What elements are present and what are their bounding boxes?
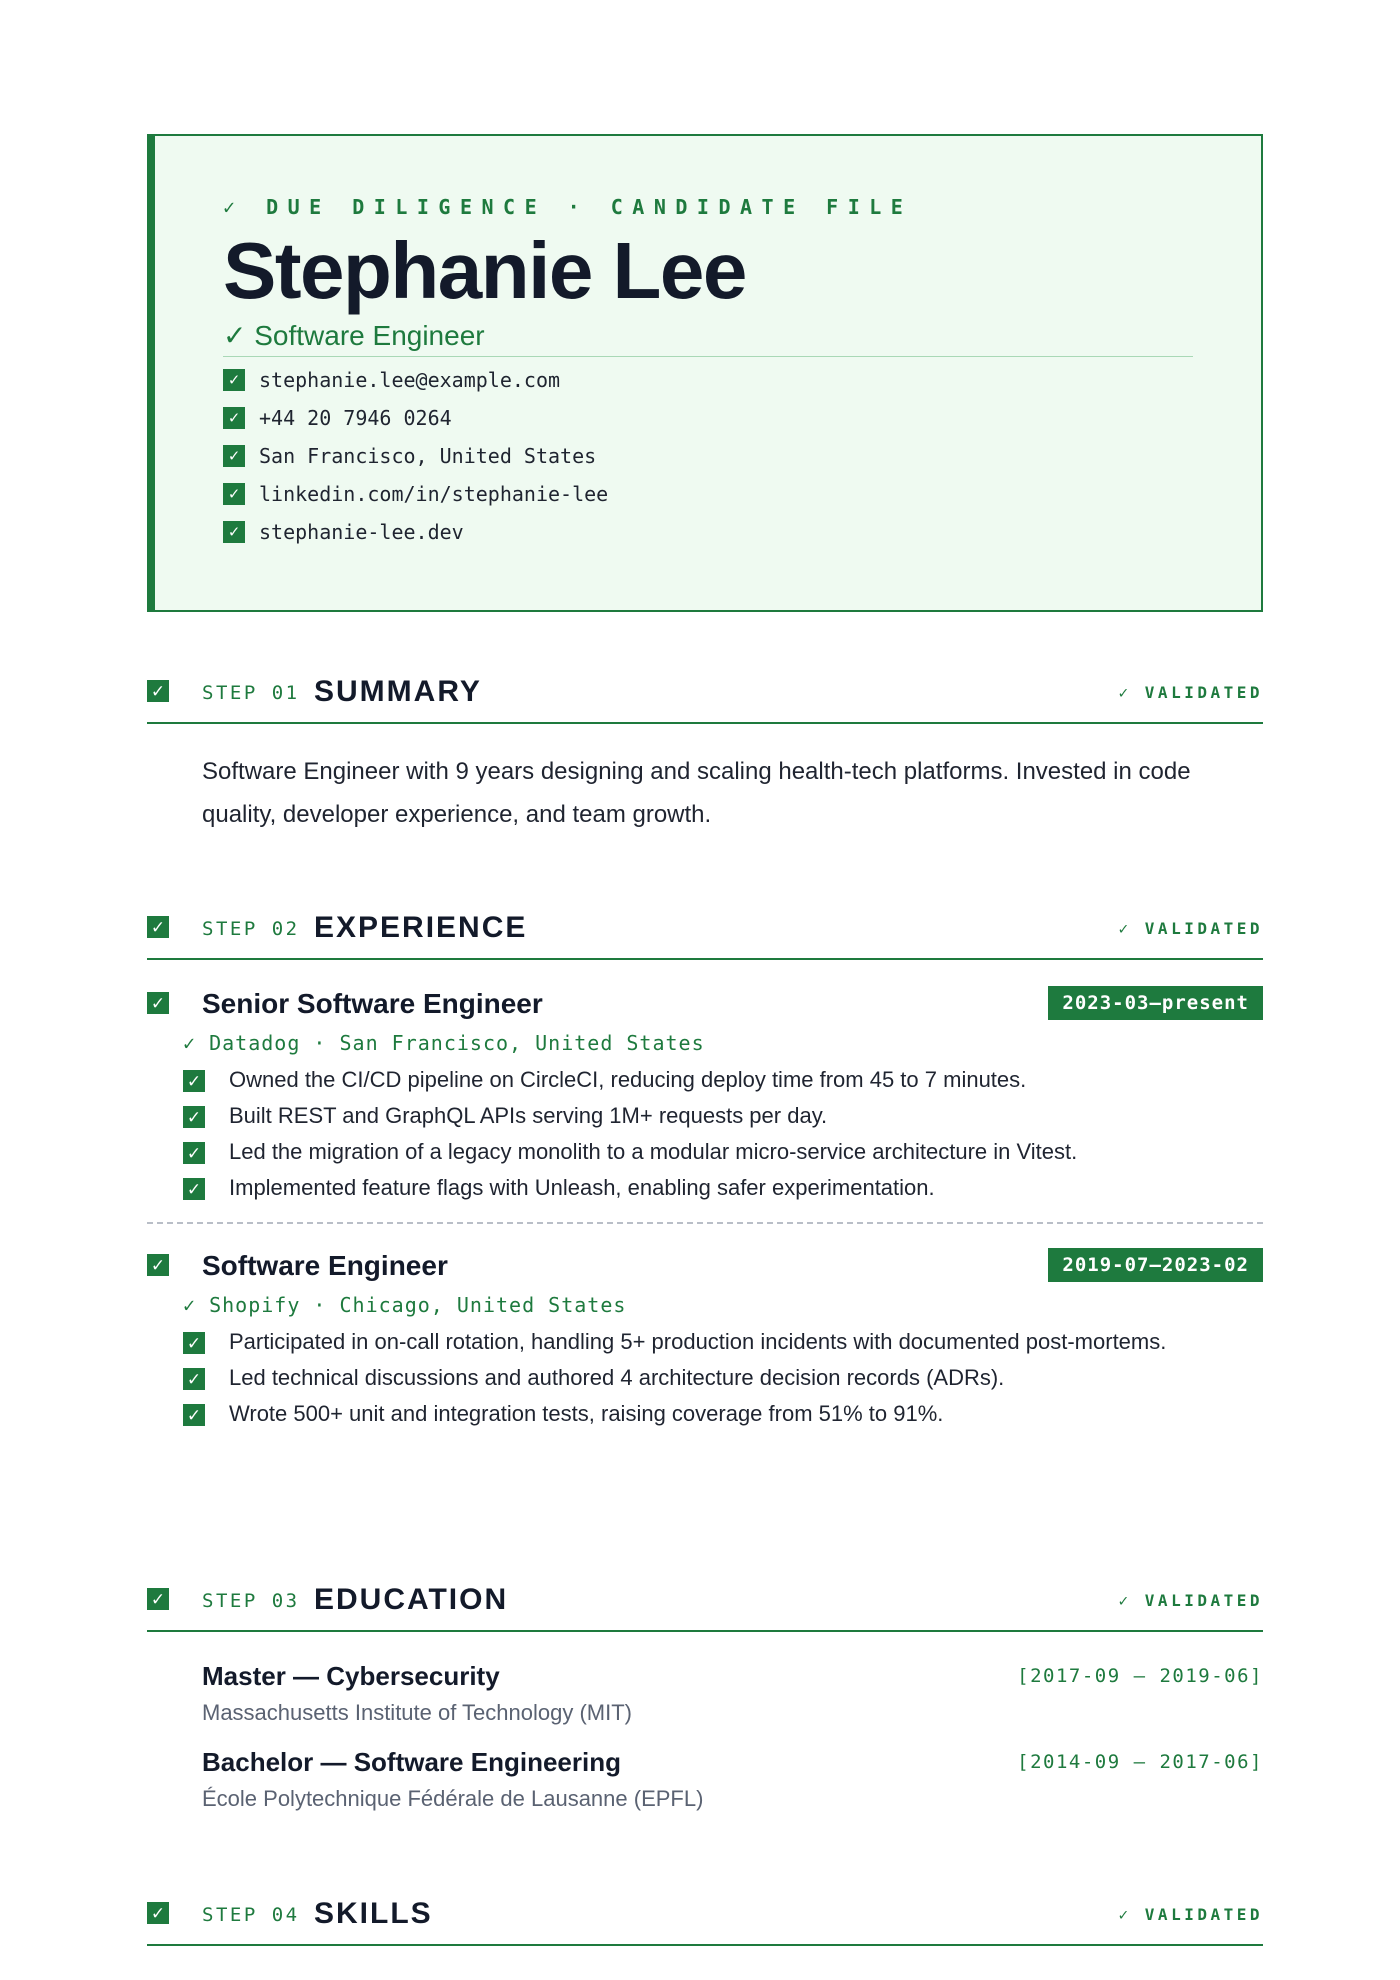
education-degree: Master — Cybersecurity [202, 1661, 500, 1691]
job-title: Senior Software Engineer [202, 988, 543, 1019]
checkbox-checked-icon: ✓ [223, 483, 245, 505]
contact-phone-text: +44 20 7946 0264 [259, 406, 452, 430]
checkbox-checked-icon: ✓ [183, 1332, 205, 1354]
contact-list [223, 361, 1201, 551]
contact-linkedin [223, 475, 1201, 513]
validated-badge: ✓ VALIDATED [1118, 1591, 1263, 1610]
contact-email [223, 361, 1201, 399]
contact-website-text: stephanie-lee.dev [259, 520, 464, 544]
job-bullet-text: Owned the CI/CD pipeline on CircleCI, reducing deploy time from 45 to 7 minutes. [229, 1067, 1027, 1092]
step-number: STEP 02 [202, 918, 300, 940]
candidate-header-card [147, 134, 1263, 612]
job-entry [147, 982, 1263, 1206]
education-entry [202, 1744, 1263, 1830]
checkbox-checked-icon: ✓ [147, 916, 169, 938]
checkbox-checked-icon: ✓ [147, 680, 169, 702]
job-header [147, 1244, 1263, 1290]
job-bullet-text: Participated in on-call rotation, handling 5+ production incidents with documented post-mortems. [229, 1329, 1167, 1354]
section-header [147, 1574, 1263, 1632]
step-number: STEP 01 [202, 682, 300, 704]
education-dates: [2014-09 – 2017-06] [1017, 1751, 1263, 1773]
checkbox-checked-icon: ✓ [223, 369, 245, 391]
job-bullet [183, 1396, 1183, 1432]
job-entry [147, 1244, 1263, 1432]
education-degree: Bachelor — Software Engineering [202, 1747, 621, 1777]
section-skills [147, 1888, 1263, 1946]
header-divider [223, 356, 1193, 357]
contact-phone [223, 399, 1201, 437]
step-number: STEP 04 [202, 1904, 300, 1926]
job-bullet [183, 1170, 1183, 1206]
checkbox-checked-icon: ✓ [147, 1588, 169, 1610]
job-bullet [183, 1098, 1183, 1134]
job-bullet [183, 1062, 1183, 1098]
header-eyebrow: ✓ DUE DILIGENCE · CANDIDATE FILE [223, 195, 913, 219]
contact-website [223, 513, 1201, 551]
validated-badge: ✓ VALIDATED [1118, 683, 1263, 702]
section-summary [147, 666, 1263, 836]
checkbox-checked-icon: ✓ [223, 445, 245, 467]
job-bullet-text: Built REST and GraphQL APIs serving 1M+ requests per day. [229, 1103, 828, 1128]
contact-email-text: stephanie.lee@example.com [259, 368, 561, 392]
job-bullet-text: Wrote 500+ unit and integration tests, raising coverage from 51% to 91%. [229, 1401, 944, 1426]
checkbox-checked-icon: ✓ [183, 1404, 205, 1426]
checkbox-checked-icon: ✓ [183, 1178, 205, 1200]
checkbox-checked-icon: ✓ [147, 1254, 169, 1276]
section-title: SUMMARY [314, 675, 482, 708]
education-dates: [2017-09 – 2019-06] [1017, 1665, 1263, 1687]
job-bullet [183, 1134, 1183, 1170]
section-header [147, 902, 1263, 960]
checkbox-checked-icon: ✓ [223, 521, 245, 543]
checkbox-checked-icon: ✓ [223, 407, 245, 429]
checkbox-checked-icon: ✓ [183, 1142, 205, 1164]
validated-badge: ✓ VALIDATED [1118, 919, 1263, 938]
section-education [147, 1574, 1263, 1830]
job-bullet-text: Led the migration of a legacy monolith to a modular micro-service architecture in Vitest. [229, 1139, 1078, 1164]
job-dates-badge: 2023-03—present [1048, 986, 1263, 1020]
summary-text: Software Engineer with 9 years designing and scaling health-tech platforms. Invested in code quality, developer experience, and team growth. [202, 758, 1191, 828]
education-entry [202, 1658, 1263, 1744]
job-bullet-text: Implemented feature flags with Unleash, enabling safer experimentation. [229, 1175, 935, 1200]
education-school: École Polytechnique Fédérale de Lausanne (EPFL) [202, 1786, 704, 1811]
resume-page [147, 134, 1263, 1930]
job-header [147, 982, 1263, 1028]
section-title: SKILLS [314, 1897, 433, 1930]
section-title: EXPERIENCE [314, 911, 528, 944]
contact-linkedin-text: linkedin.com/in/stephanie-lee [259, 482, 609, 506]
job-dates-badge: 2019-07—2023-02 [1048, 1248, 1263, 1282]
section-title: EDUCATION [314, 1583, 509, 1616]
section-header [147, 1888, 1263, 1946]
checkbox-checked-icon: ✓ [183, 1106, 205, 1128]
section-experience [147, 902, 1263, 1432]
candidate-name: Stephanie Lee [223, 226, 746, 315]
job-title: Software Engineer [202, 1250, 448, 1281]
step-number: STEP 03 [202, 1590, 300, 1612]
contact-location [223, 437, 1201, 475]
job-bullet [183, 1360, 1183, 1396]
job-company-location: ✓ Datadog · San Francisco, United States [183, 1031, 705, 1055]
contact-location-text: San Francisco, United States [259, 444, 597, 468]
validated-badge: ✓ VALIDATED [1118, 1905, 1263, 1924]
checkbox-checked-icon: ✓ [183, 1070, 205, 1092]
checkbox-checked-icon: ✓ [183, 1368, 205, 1390]
job-bullet-text: Led technical discussions and authored 4 architecture decision records (ADRs). [229, 1365, 1005, 1390]
section-header [147, 666, 1263, 724]
candidate-role: ✓ Software Engineer [223, 320, 485, 351]
job-bullet [183, 1324, 1183, 1360]
checkbox-checked-icon: ✓ [147, 1902, 169, 1924]
education-school: Massachusetts Institute of Technology (MIT) [202, 1700, 632, 1725]
checkbox-checked-icon: ✓ [147, 992, 169, 1014]
job-divider [147, 1222, 1263, 1224]
job-company-location: ✓ Shopify · Chicago, United States [183, 1293, 627, 1317]
